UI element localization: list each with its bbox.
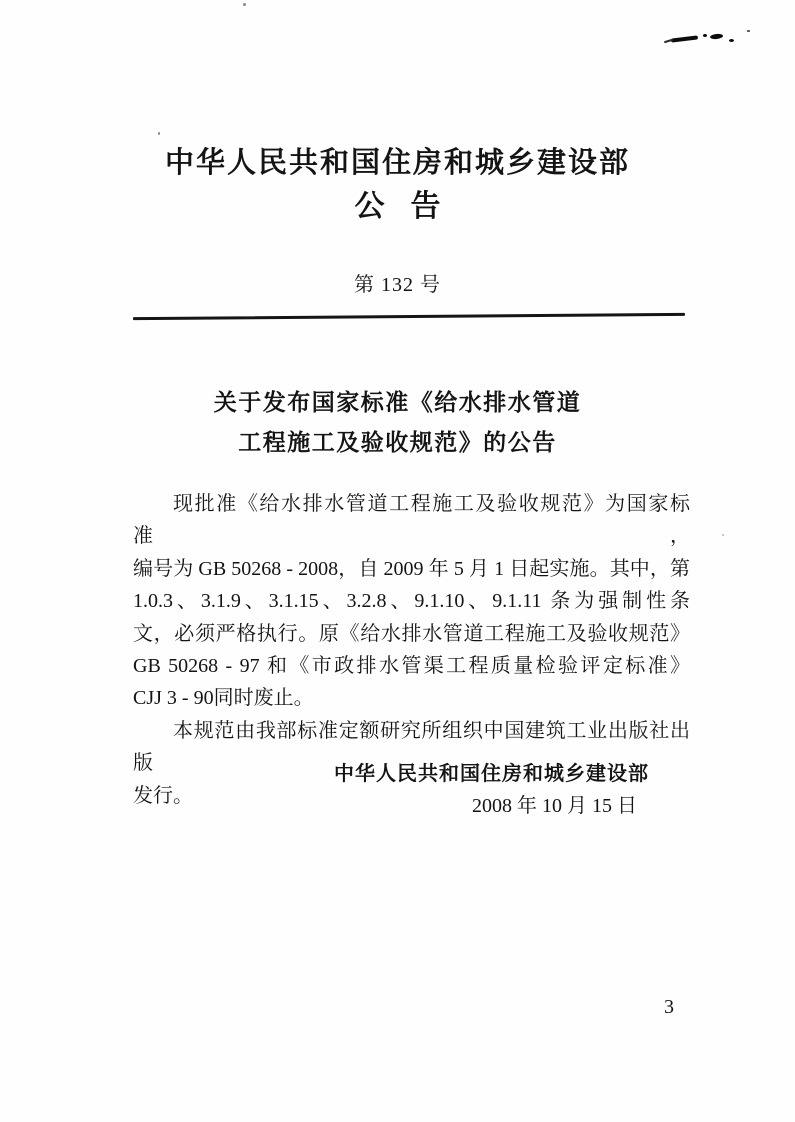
ink-smudge — [747, 30, 750, 32]
document-header — [100, 146, 695, 224]
body-text-line: GB 50268 - 97 和《市政排水管渠工程质量检验评定标准》 — [133, 655, 690, 678]
body-text-line: 编号为 GB 50268 - 2008，自 2009 年 5 月 1 日起实施。其中，第 — [133, 557, 690, 580]
scan-speck — [243, 3, 246, 6]
signature-organization: 中华人民共和国住房和城乡建设部 — [334, 763, 649, 785]
document-title-line1: 关于发布国家标准《给水排水管道 — [213, 389, 582, 415]
signature-date: 2008 年 10 月 15 日 — [472, 795, 637, 817]
ink-smudge — [671, 35, 698, 42]
body-text-line: 现批准《给水排水管道工程施工及验收规范》为国家标准， — [133, 493, 690, 548]
body-text-line: 1.0.3、3.1.9、3.1.15、3.2.8、9.1.10、9.1.11 条为强制性条 — [133, 590, 690, 613]
body-text-line: 发行。 — [133, 784, 193, 807]
announcement-char-right: 告 — [410, 190, 441, 223]
ink-smudge — [729, 39, 734, 42]
scan-speck — [158, 132, 160, 135]
ink-smudge — [710, 33, 723, 39]
signature-block — [334, 761, 649, 819]
announcement-number: 第 132 号 — [354, 274, 441, 296]
document-title — [100, 382, 695, 462]
body-text-line: 文，必须严格执行。原《给水排水管道工程施工及验收规范》 — [133, 622, 690, 645]
page-number: 3 — [664, 996, 674, 1018]
announcement-char-left: 公 — [354, 190, 385, 223]
issuing-ministry-title: 中华人民共和国住房和城乡建设部 — [164, 147, 630, 179]
announcement-word — [100, 190, 695, 224]
body-text-line: CJJ 3 - 90同时废止。 — [133, 687, 314, 710]
header-divider-rule — [133, 313, 685, 320]
scan-speck — [722, 534, 724, 536]
body-text-line: 本规范由我部标准定额研究所组织中国建筑工业出版社出版 — [133, 719, 690, 775]
ink-smudge — [703, 34, 707, 37]
document-title-line2: 工程施工及验收规范》的公告 — [238, 429, 557, 455]
